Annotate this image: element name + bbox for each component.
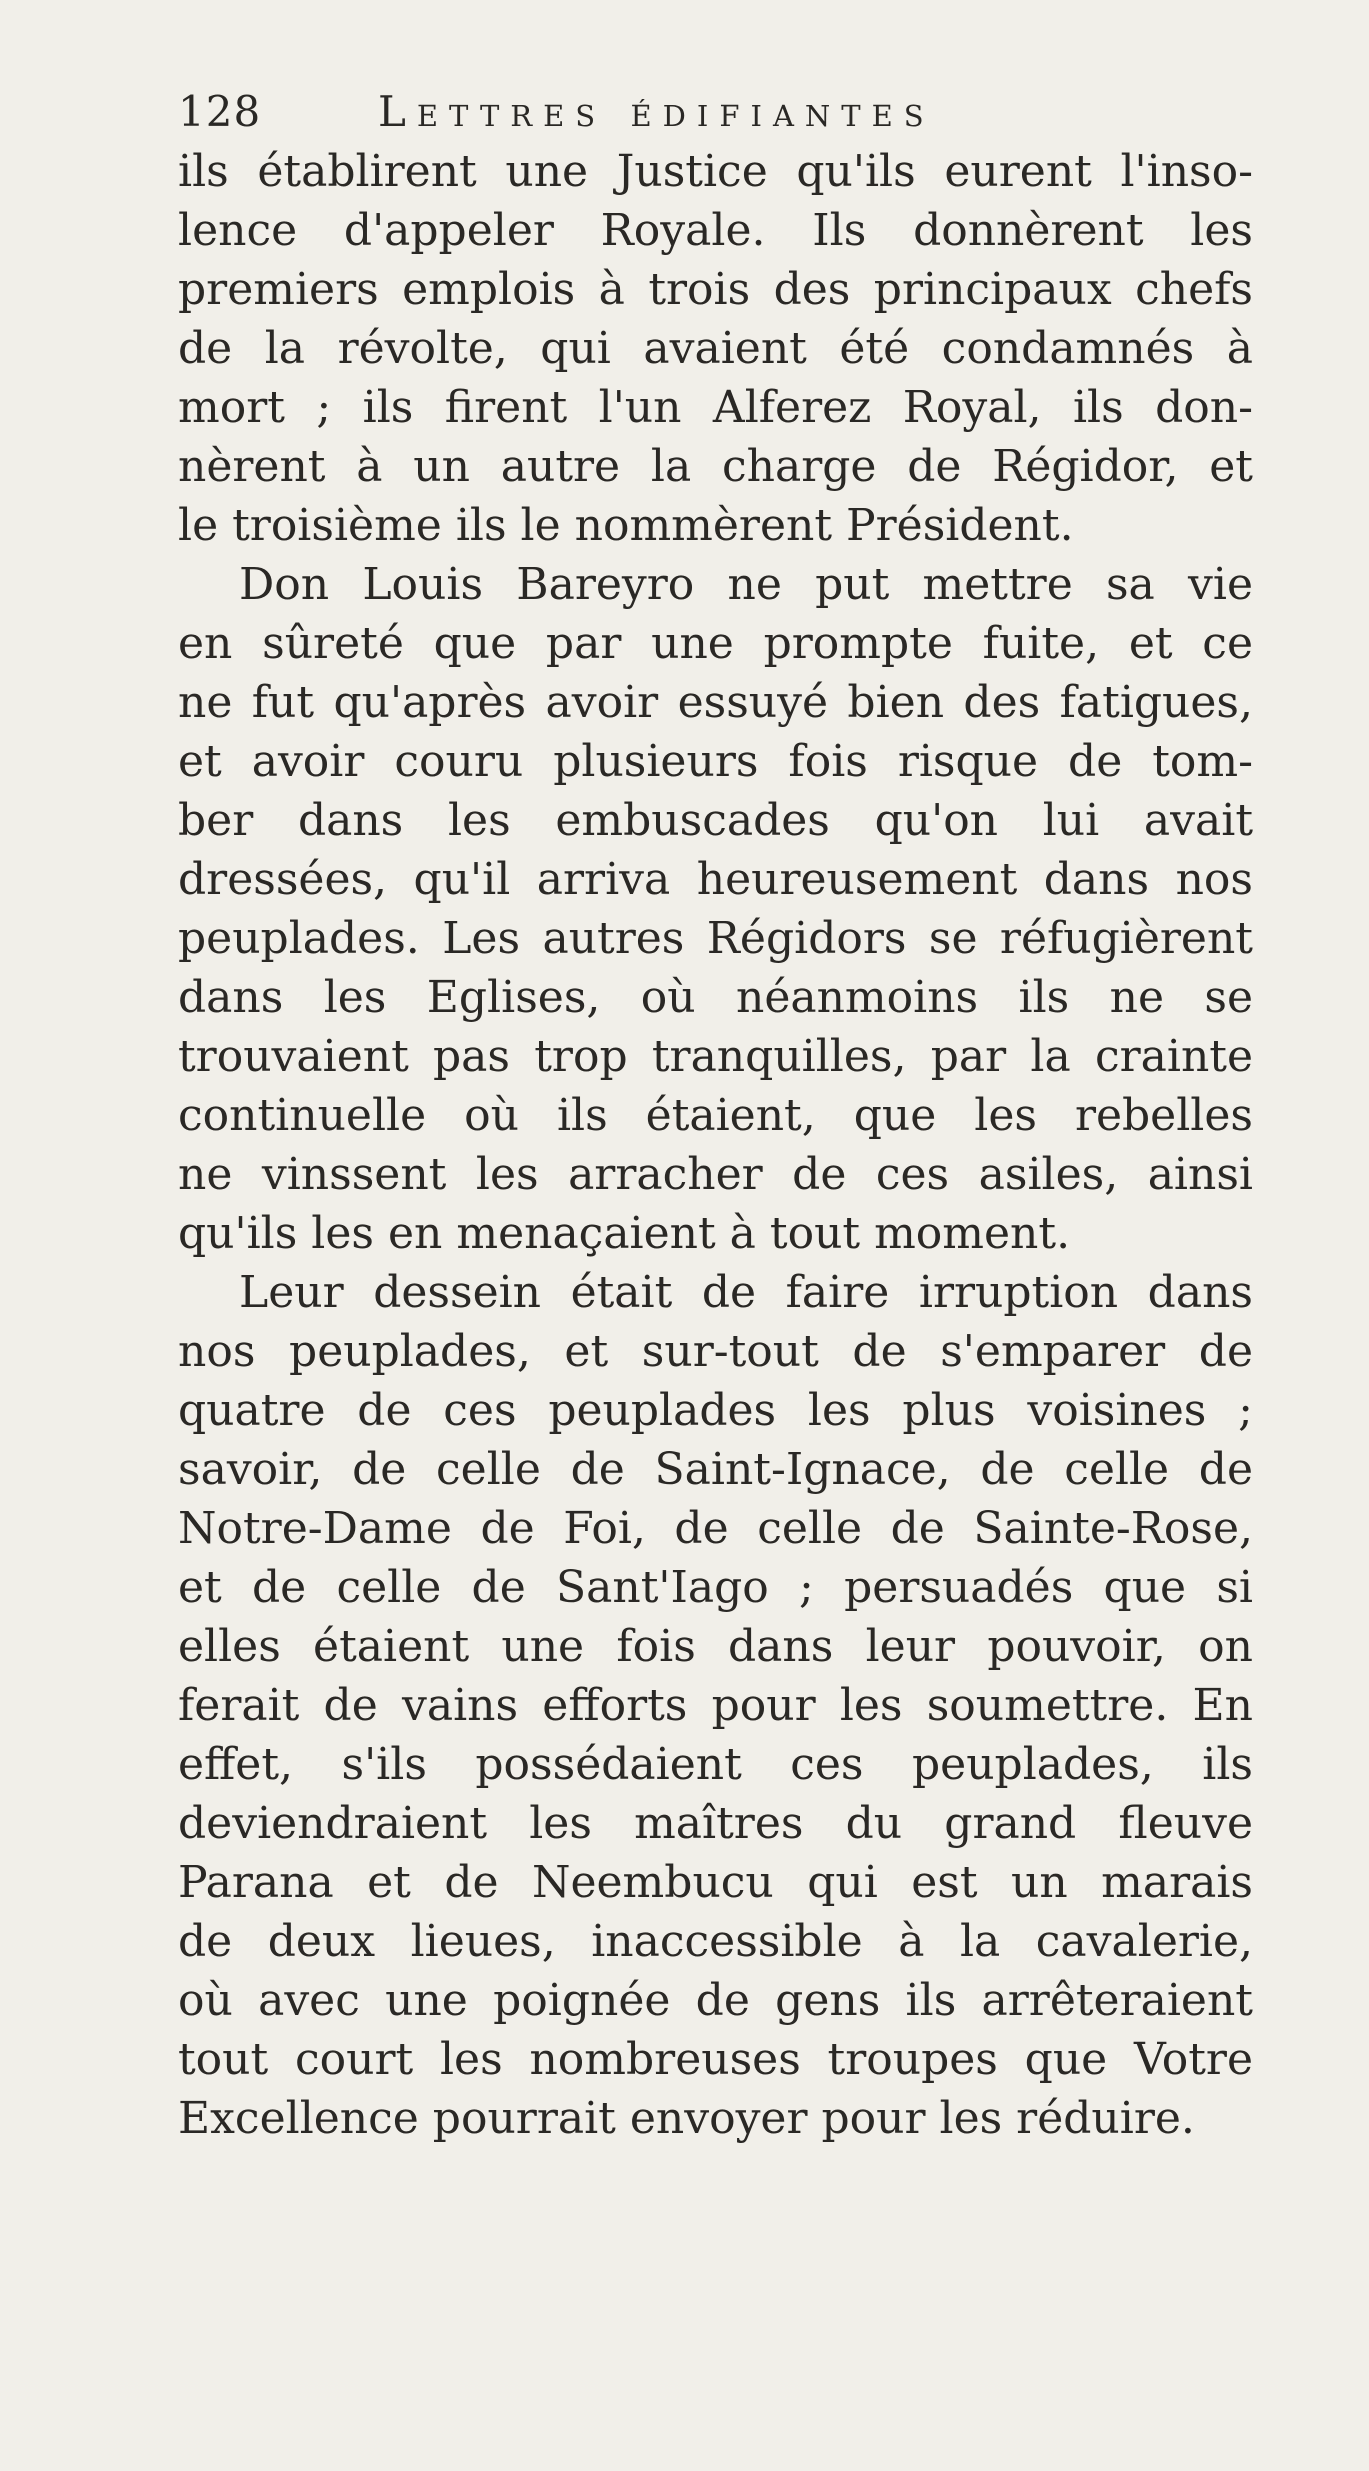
text-line: effet, s'ils possédaient ces peuplades, ils xyxy=(178,1739,1253,1790)
paragraph xyxy=(178,1263,1253,2148)
text-line: ils établirent une Justice qu'ils eurent l'inso- xyxy=(178,146,1253,197)
text-line: et avoir couru plusieurs fois risque de tom- xyxy=(178,736,1253,787)
text-line: nos peuplades, et sur-tout de s'emparer de xyxy=(178,1326,1253,1377)
text-line: en sûreté que par une prompte fuite, et ce xyxy=(178,618,1253,669)
text-line: savoir, de celle de Saint-Ignace, de celle de xyxy=(178,1444,1253,1495)
text-line: ber dans les embuscades qu'on lui avait xyxy=(178,795,1253,846)
text-line: de deux lieues, inaccessible à la cavalerie, xyxy=(178,1916,1253,1967)
text-line: Leur dessein était de faire irruption dans xyxy=(239,1267,1253,1318)
text-line: peuplades. Les autres Régidors se réfugièrent xyxy=(178,913,1253,964)
text-line: lence d'appeler Royale. Ils donnèrent les xyxy=(178,205,1253,256)
text-line: elles étaient une fois dans leur pouvoir, on xyxy=(178,1621,1253,1672)
text-line: Excellence pourrait envoyer pour les réduire. xyxy=(178,2093,1195,2144)
page-header xyxy=(178,82,1278,142)
text-line: quatre de ces peuplades les plus voisines ; xyxy=(178,1385,1253,1436)
text-line: dans les Eglises, où néanmoins ils ne se xyxy=(178,972,1253,1023)
text-line: continuelle où ils étaient, que les rebelles xyxy=(178,1090,1253,1141)
paragraph xyxy=(178,142,1253,555)
text-line: de la révolte, qui avaient été condamnés à xyxy=(178,323,1253,374)
running-title: Lettres édifiantes xyxy=(378,87,935,136)
text-line: dressées, qu'il arriva heureusement dans nos xyxy=(178,854,1253,905)
text-line: où avec une poignée de gens ils arrêteraient xyxy=(178,1975,1253,2026)
page-number: 128 xyxy=(178,87,262,136)
text-line: trouvaient pas trop tranquilles, par la crainte xyxy=(178,1031,1253,1082)
text-line: tout court les nombreuses troupes que Votre xyxy=(178,2034,1253,2085)
text-line: Notre-Dame de Foi, de celle de Sainte-Rose, xyxy=(178,1503,1253,1554)
text-line: deviendraient les maîtres du grand fleuve xyxy=(178,1798,1253,1849)
text-line: le troisième ils le nommèrent Président. xyxy=(178,500,1074,551)
body-text xyxy=(178,142,1253,2148)
text-line: ne fut qu'après avoir essuyé bien des fatigues, xyxy=(178,677,1253,728)
text-line: ferait de vains efforts pour les soumettre. En xyxy=(178,1680,1253,1731)
paragraph xyxy=(178,555,1253,1263)
text-line: Parana et de Neembucu qui est un marais xyxy=(178,1857,1253,1908)
text-line: Don Louis Bareyro ne put mettre sa vie xyxy=(239,559,1253,610)
text-line: ne vinssent les arracher de ces asiles, ainsi xyxy=(178,1149,1253,1200)
text-line: qu'ils les en menaçaient à tout moment. xyxy=(178,1208,1071,1259)
text-line: mort ; ils firent l'un Alferez Royal, ils don- xyxy=(178,382,1253,433)
text-line: premiers emplois à trois des principaux chefs xyxy=(178,264,1253,315)
text-line: nèrent à un autre la charge de Régidor, et xyxy=(178,441,1253,492)
text-line: et de celle de Sant'Iago ; persuadés que si xyxy=(178,1562,1253,1613)
